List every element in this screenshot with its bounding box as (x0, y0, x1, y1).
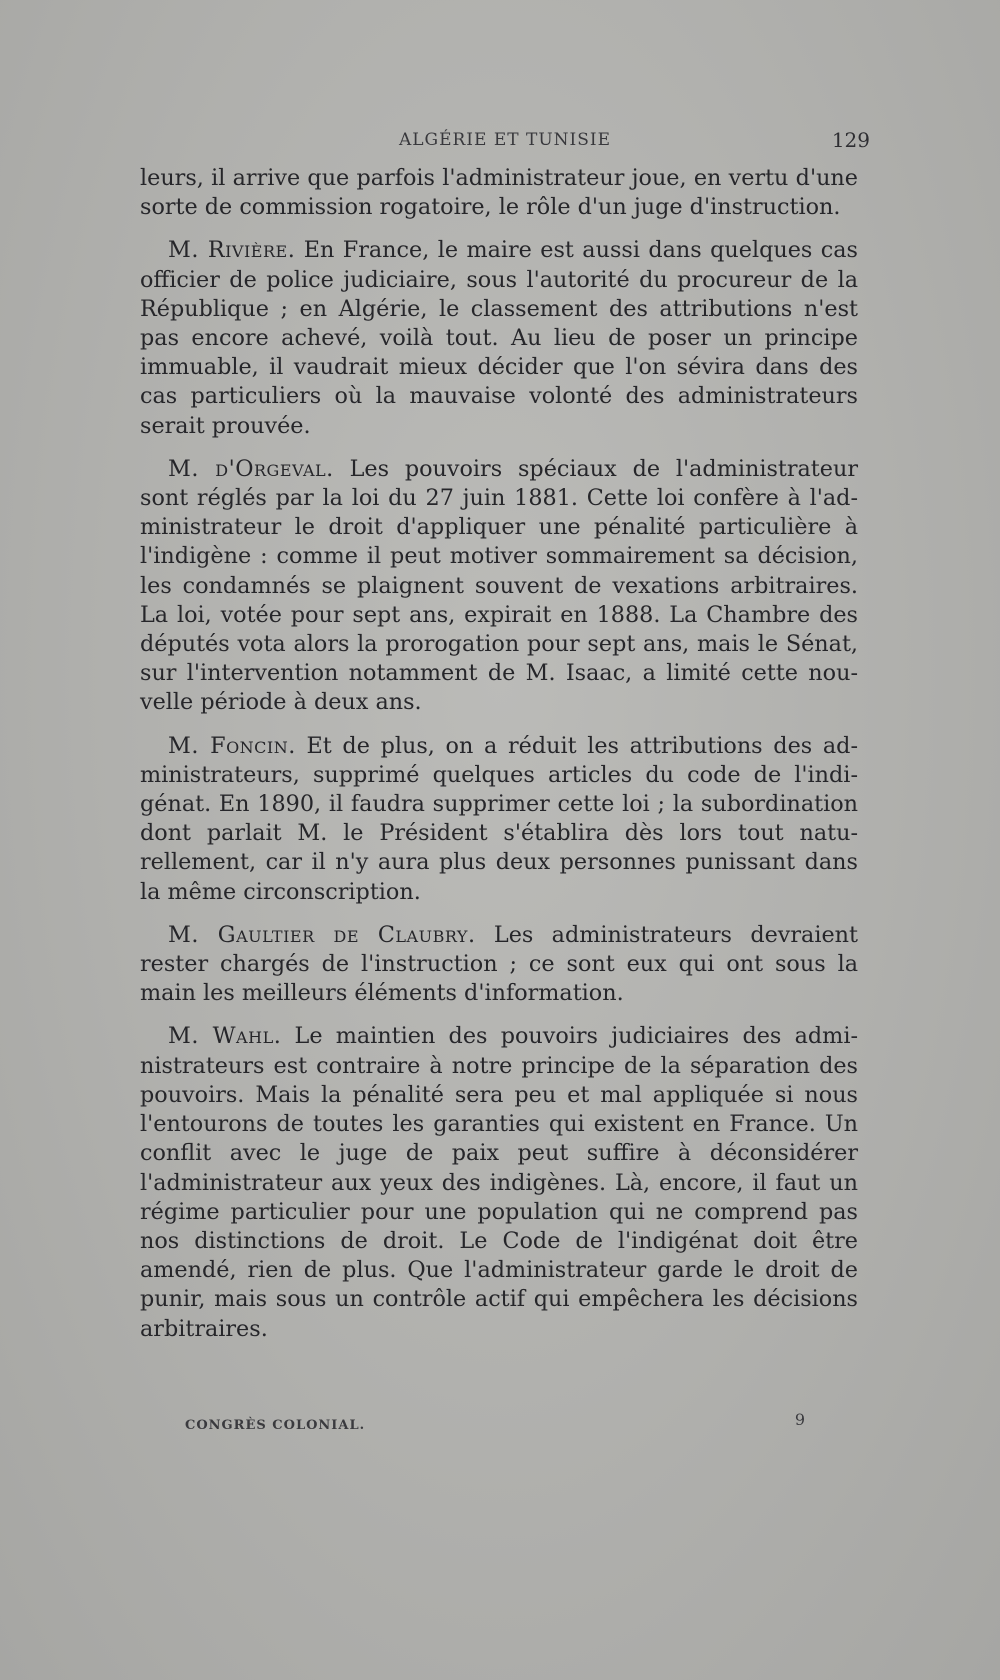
signature-mark: 9 (794, 1410, 805, 1429)
speaker-name: M. Wahl. (168, 1023, 282, 1050)
paragraph-text: Le maintien des pouvoirs judiciaires des administrateurs est contraire à notre principe de la séparation des pouvoirs. Mais la pénalité sera peu et mal appliquée si nous l'entourons de toutes les garanties qui existent en France. Un conflit avec le juge de paix peut suffire à déconsidérer l'administrateur aux yeux des indigènes. Là, encore, il faut un régime particulier pour une population qui ne comprend pas nos distinctions de droit. Le Code de l'indigénat doit être amendé, rien de plus. Que l'administrateur garde le droit de punir, mais sous un contrôle actif qui empêchera les décisions arbitraires. (140, 1023, 858, 1342)
paragraph-text: Les pouvoirs spéciaux de l'administrateur sont réglés par la loi du 27 juin 1881. Cette loi confère à l'administrateur le droit d'appliquer une pénalité particulière à l'indigène : comme il peut motiver sommairement sa décision, les condamnés se plaignent souvent de vexations arbitraires. La loi, votée pour sept ans, expirait en 1888. La Chambre des députés vota alors la prorogation pour sept ans, mais le Sénat, sur l'intervention notamment de M. Isaac, a limité cette nouvelle période à deux ans. (140, 455, 858, 716)
paragraph-speech (140, 921, 858, 1009)
paragraph-text: Et de plus, on a réduit les attributions des administrateurs, supprimé quelques articles du code de l'indigénat. En 1890, il faudra supprimer cette loi ; la subordination dont parlait M. le Président s'établira dès lors tout naturellement, car il n'y aura plus deux personnes punissant dans la même circonscription. (140, 732, 859, 905)
page-number: 129 (831, 128, 870, 152)
speaker-name: M. Foncin. (168, 732, 296, 759)
speaker-name: M. Gaultier de Claubry. (168, 921, 476, 948)
paragraph-continuation (140, 164, 858, 222)
paragraph-speech (140, 1022, 858, 1343)
speaker-name: M. d'Orgeval. (168, 455, 334, 482)
paragraph-speech (140, 732, 858, 907)
footer-label: CONGRÈS COLONIAL. (185, 1418, 366, 1433)
running-title: ALGÉRIE ET TUNISIE (398, 130, 612, 150)
page-header (140, 130, 870, 156)
paragraph-text: leurs, il arrive que parfois l'administrateur joue, en vertu d'une sorte de commission rogatoire, le rôle d'un juge d'instruction. (140, 165, 858, 221)
paragraph-speech (140, 455, 858, 718)
body-text (140, 164, 858, 1358)
paragraph-text: Les administrateurs devraient rester chargés de l'instruction ; ce sont eux qui ont sous la main les meilleurs éléments d'information. (140, 921, 858, 1007)
paragraph-text: En France, le maire est aussi dans quelques cas officier de police judiciaire, sous l'autorité du procureur de la République ; en Algérie, le classement des attributions n'est pas encore achevé, voilà tout. Au lieu de poser un principe immuable, il vaudrait mieux décider que l'on sévira dans des cas particuliers où la mauvaise volonté des administrateurs serait prouvée. (140, 237, 858, 439)
paragraph-speech (140, 236, 858, 440)
speaker-name: M. Rivière. (168, 237, 296, 264)
page-footer (185, 1410, 825, 1442)
